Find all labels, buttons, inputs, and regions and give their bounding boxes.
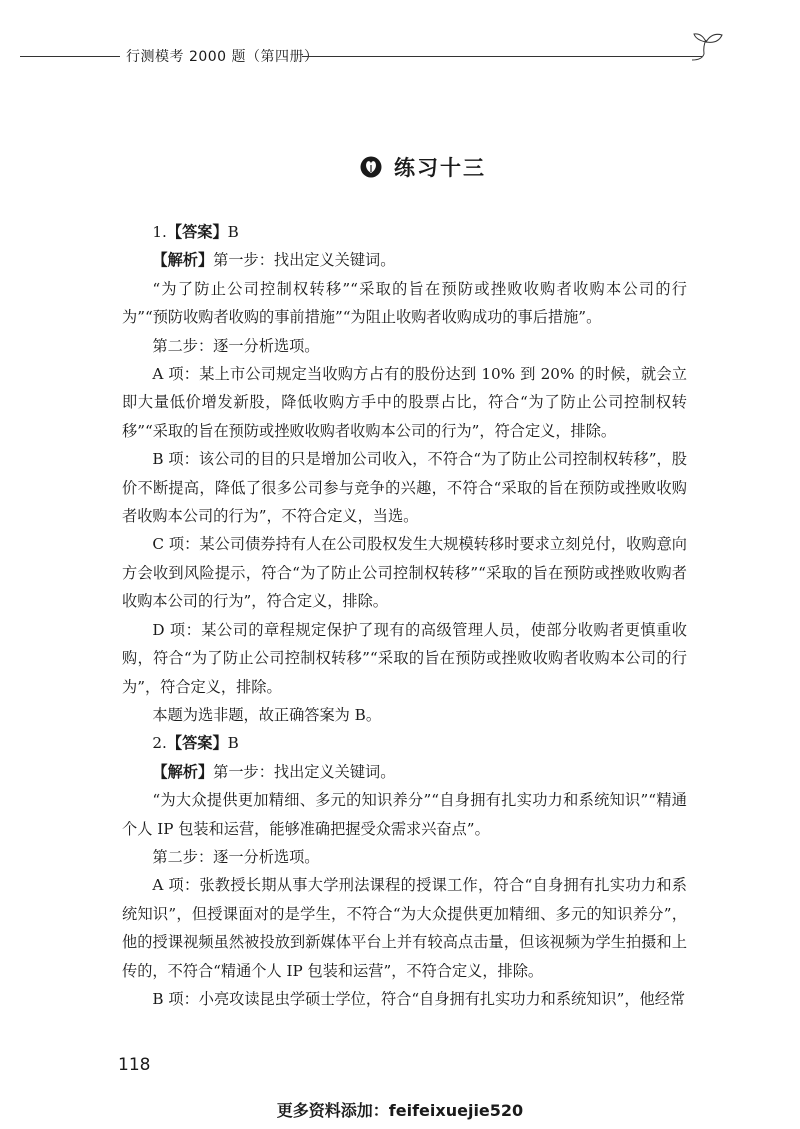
paragraph-text: B 项：小亮攻读昆虫学硕士学位，符合“自身拥有扎实功力和系统知识”，他经常 bbox=[152, 989, 686, 1008]
paragraph bbox=[122, 246, 687, 274]
running-header bbox=[0, 40, 800, 70]
paragraph-text: C 项：某公司债券持有人在公司股权发生大规模转移时要求立刻兑付，收购意向方会收到风险提示，符合“为了防止公司控制权转移”“采取的旨在预防或挫败收购者收购本公司的行为”，符合定义，排除。 bbox=[122, 535, 687, 611]
question-number: 1. bbox=[152, 223, 167, 241]
paragraph-text: A 项：某上市公司规定当收购方占有的股份达到 10% 到 20% 的时候，就会立即大量低价增发新股，降低收购方手中的股票占比，符合“为了防止公司控制权转移”“采取的旨在预防或挫败收购者收购本公司的行为”，符合定义，排除。 bbox=[122, 365, 687, 440]
paragraph bbox=[122, 616, 687, 701]
bracket-label: 【解析】 bbox=[152, 762, 214, 781]
paragraph-text: B bbox=[227, 734, 239, 753]
running-title: 行测模考 2000 题（第四册） bbox=[126, 49, 319, 65]
paragraph-text: B 项：该公司的目的只是增加公司收入，不符合“为了防止公司控制权转移”，股价不断提高，降低了很多公司参与竞争的兴趣，不符合“采取的旨在预防或挫败收购者收购本公司的行为”，不符合定义，当选。 bbox=[122, 450, 687, 526]
paragraph-text: 第一步：找出定义关键词。 bbox=[213, 762, 396, 781]
bracket-label: 【解析】 bbox=[152, 251, 214, 270]
paragraph bbox=[122, 530, 687, 615]
paragraph bbox=[122, 275, 687, 332]
paragraph-text: D 项：某公司的章程规定保护了现有的高级管理人员，使部分收购者更慎重收购，符合“为了防止公司控制权转移”“采取的旨在预防或挫败收购者收购本公司的行为”，符合定义，排除。 bbox=[122, 620, 687, 696]
paragraph-text: A 项：张教授长期从事大学刑法课程的授课工作，符合“自身拥有扎实功力和系统知识”，但授课面对的是学生，不符合“为大众提供更加精细、多元的知识养分”，他的授课视频虽然被投放到新媒体平台上并有较高点击量，但该视频为学生拍摄和上传的，不符合“精通个人 IP 包装和运营”，不符合定义，排除。 bbox=[122, 876, 687, 980]
header-rule-left bbox=[20, 56, 120, 57]
paragraph bbox=[122, 360, 687, 445]
paragraph bbox=[122, 218, 687, 246]
paragraph-text: “为了防止公司控制权转移”“采取的旨在预防或挫败收购者收购本公司的行为”“预防收购者收购的事前措施”“为阻止收购者收购成功的事后措施”。 bbox=[122, 279, 687, 327]
paragraph-text: 第一步：找出定义关键词。 bbox=[213, 251, 396, 270]
paragraph-text: B bbox=[227, 223, 239, 241]
paragraph bbox=[122, 701, 687, 729]
bracket-label: 【答案】 bbox=[166, 734, 228, 753]
paragraph bbox=[122, 843, 687, 871]
answer-explanation-body bbox=[122, 218, 687, 1013]
paragraph-text: 第二步：逐一分析选项。 bbox=[152, 847, 320, 866]
paragraph bbox=[122, 758, 687, 786]
paragraph-text: “为大众提供更加精细、多元的知识养分”“自身拥有扎实功力和系统知识”“精通个人 IP 包装和运营，能够准确把握受众需求兴奋点”。 bbox=[122, 791, 687, 838]
section-heading bbox=[360, 152, 486, 182]
paragraph bbox=[122, 729, 687, 757]
question-number: 2. bbox=[152, 734, 167, 753]
section-title: 练习十三 bbox=[394, 156, 486, 180]
paragraph bbox=[122, 786, 687, 843]
paragraph bbox=[122, 871, 687, 985]
paragraph-text: 本题为选非题，故正确答案为 B。 bbox=[152, 705, 382, 724]
sprout-icon bbox=[690, 32, 724, 62]
page-number: 118 bbox=[118, 1055, 151, 1075]
paragraph-text: 第二步：逐一分析选项。 bbox=[152, 336, 320, 355]
bracket-label: 【答案】 bbox=[166, 223, 228, 241]
footer-note: 更多资料添加：feifeixuejie520 bbox=[276, 1101, 524, 1120]
header-rule-right bbox=[302, 56, 702, 57]
section-emblem-icon bbox=[360, 156, 382, 178]
paragraph bbox=[122, 332, 687, 360]
paragraph bbox=[122, 445, 687, 530]
paragraph bbox=[122, 985, 687, 1013]
